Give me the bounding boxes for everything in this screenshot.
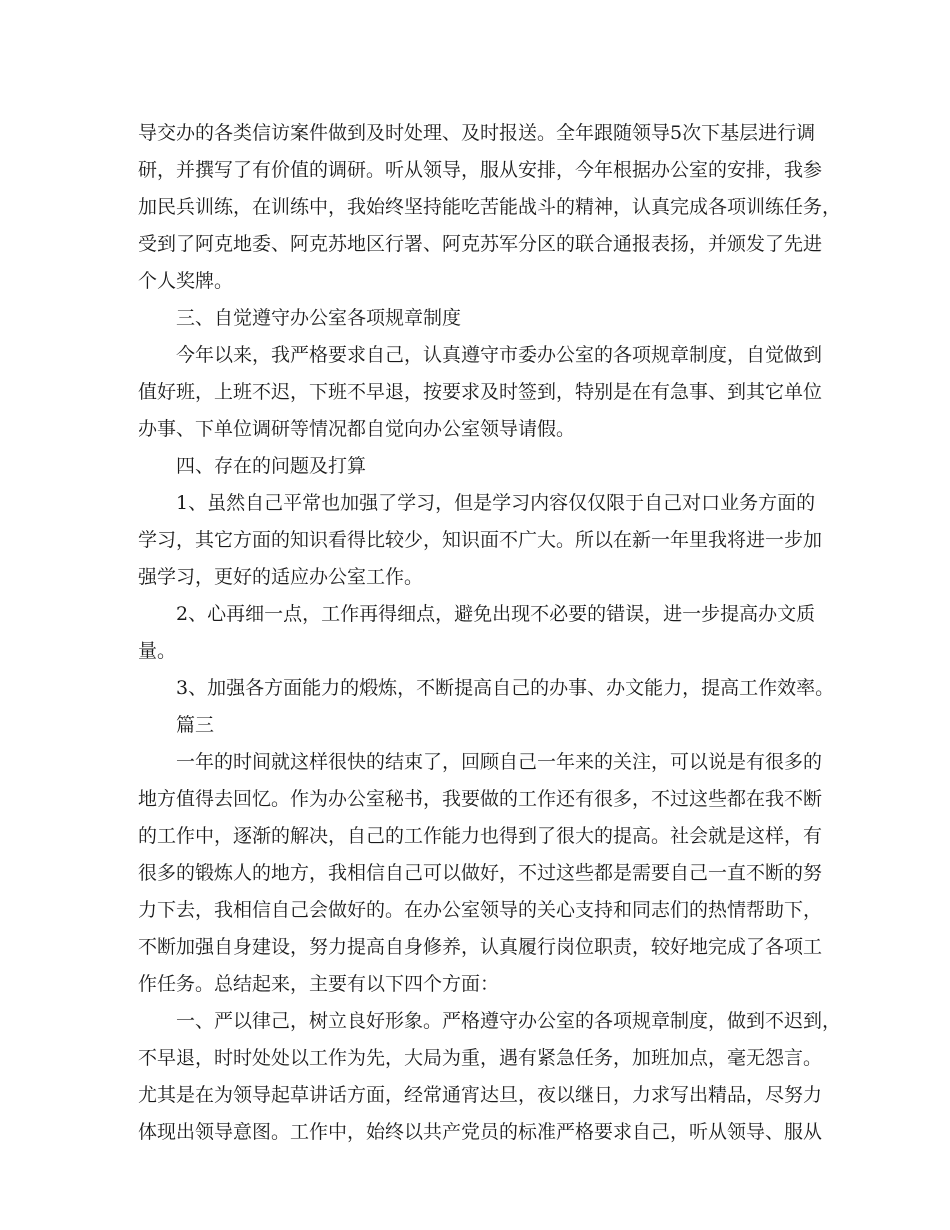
text-line: 力下去，我相信自己会做好的。在办公室领导的关心支持和同志们的热情帮助下， <box>138 899 823 921</box>
text-line: 研，并撰写了有价值的调研。听从领导，服从安排，今年根据办公室的安排，我参 <box>138 159 823 181</box>
text-line: 一、严以律己，树立良好形象。严格遵守办公室的各项规章制度，做到不迟到， <box>176 1010 842 1032</box>
text-line: 今年以来，我严格要求自己，认真遵守市委办公室的各项规章制度，自觉做到 <box>176 344 823 366</box>
text-line: 办事、下单位调研等情况都自觉向办公室领导请假。 <box>138 418 576 440</box>
text-line: 三、自觉遵守办公室各项规章制度 <box>176 307 462 329</box>
text-line: 的工作中，逐渐的解决，自己的工作能力也得到了很大的提高。社会就是这样，有 <box>138 825 823 847</box>
text-line: 值好班，上班不迟，下班不早退，按要求及时签到，特别是在有急事、到其它单位 <box>138 381 823 403</box>
text-line: 强学习，更好的适应办公室工作。 <box>138 566 424 588</box>
text-line: 一年的时间就这样很快的结束了，回顾自己一年来的关注，可以说是有很多的 <box>176 751 823 773</box>
text-line: 导交办的各类信访案件做到及时处理、及时报送。全年跟随领导5次下基层进行调 <box>138 122 816 144</box>
document-body <box>138 115 842 1151</box>
text-line: 尤其是在为领导起草讲话方面，经常通宵达旦，夜以继日，力求写出精品，尽努力 <box>138 1084 823 1106</box>
text-line: 地方值得去回忆。作为办公室秘书，我要做的工作还有很多，不过这些都在我不断 <box>138 788 823 810</box>
text-line: 学习，其它方面的知识看得比较少，知识面不广大。所以在新一年里我将进一步加 <box>138 529 823 551</box>
text-line: 很多的锻炼人的地方，我相信自己可以做好，不过这些都是需要自己一直不断的努 <box>138 862 823 884</box>
text-line: 不早退，时时处处以工作为先，大局为重，遇有紧急任务，加班加点，毫无怨言。 <box>138 1047 823 1069</box>
text-line: 受到了阿克地委、阿克苏地区行署、阿克苏军分区的联合通报表扬，并颁发了先进 <box>138 233 823 255</box>
text-line: 不断加强自身建设，努力提高自身修养，认真履行岗位职责，较好地完成了各项工 <box>138 936 823 958</box>
text-line: 量。 <box>138 640 177 662</box>
text-line: 体现出领导意图。工作中，始终以共产党员的标准严格要求自己，听从领导、服从 <box>138 1121 823 1143</box>
text-line: 3、加强各方面能力的煅炼，不断提高自己的办事、办文能力，提高工作效率。 <box>176 677 835 699</box>
text-line: 1、虽然自己平常也加强了学习，但是学习内容仅仅限于自己对口业务方面的 <box>176 492 816 514</box>
text-line: 个人奖牌。 <box>138 270 234 292</box>
text-line: 2、心再细一点，工作再得细点，避免出现不必要的错误，进一步提高办文质 <box>176 603 816 625</box>
text-line: 作任务。总结起来，主要有以下四个方面： <box>138 973 500 995</box>
text-line: 四、存在的问题及打算 <box>176 455 367 477</box>
text-line: 加民兵训练，在训练中，我始终坚持能吃苦能战斗的精神，认真完成各项训练任务， <box>138 196 842 218</box>
text-line: 篇三 <box>176 714 215 736</box>
